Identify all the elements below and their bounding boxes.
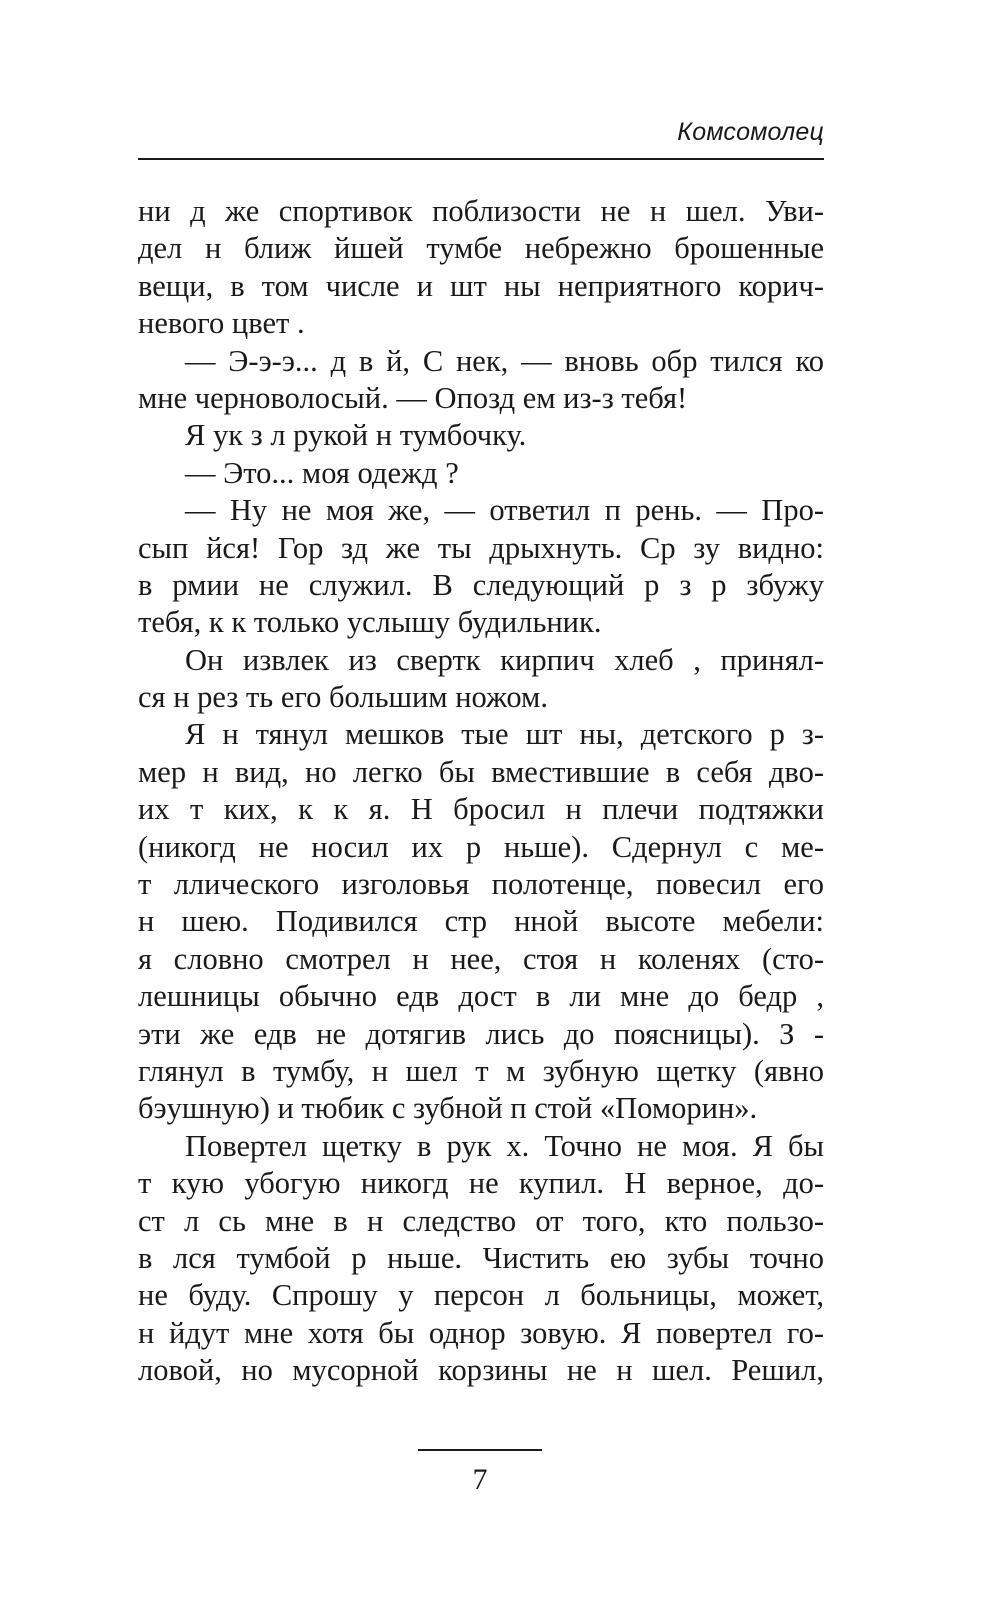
- text-line: не буду. Спрошу у персон л больницы, может,: [138, 1278, 824, 1313]
- page-number: 7: [472, 1463, 488, 1496]
- text-line: Я ук з л рукой н тумбочку.: [185, 418, 527, 453]
- text-line: в лся тумбой р ньше. Чистить ею зубы точно: [138, 1240, 824, 1275]
- text-line: мер н вид, но легко бы вместившие в себя дво-: [138, 754, 824, 789]
- text-line: т кую убогую никогд не купил. Н верное, до-: [138, 1166, 824, 1201]
- text-line: — Ну не моя же, — ответил п рень. — Про-: [185, 493, 824, 528]
- text-line: т ллического изголовья полотенце, повесил его: [138, 867, 824, 902]
- footer-rule: [418, 1449, 542, 1451]
- text-line: я словно смотрел н нее, стоя н коленях (сто-: [138, 941, 824, 976]
- text-line: мне черноволосый. — Опозд ем из-з тебя!: [138, 380, 688, 415]
- text-line: невого цвет .: [138, 306, 305, 341]
- body-text: [138, 193, 824, 1390]
- text-line: в рмии не служил. В следующий р з р збужу: [138, 567, 824, 602]
- text-line: дел н ближ йшей тумбе небрежно брошенные: [138, 231, 824, 266]
- text-line: Повертел щетку в рук х. Точно не моя. Я бы: [185, 1128, 824, 1163]
- text-line: ловой, но мусорной корзины не н шел. Решил,: [138, 1353, 824, 1388]
- text-line: их т ких, к к я. Н бросил н плечи подтяжки: [138, 792, 824, 827]
- text-line: эти же едв не дотягив лись до поясницы). З -: [138, 1016, 824, 1051]
- text-line: сып йся! Гор зд же ты дрыхнуть. Ср зу видно:: [138, 530, 824, 565]
- text-line: ст л сь мне в н следство от того, кто пользо-: [138, 1203, 824, 1238]
- text-line: ни д же спортивок поблизости не н шел. Уви-: [138, 194, 824, 228]
- text-line: вещи, в том числе и шт ны неприятного корич-: [138, 268, 824, 303]
- text-line: — Это... моя одежд ?: [185, 455, 459, 490]
- text-line: Он извлек из свертк кирпич хлеб , принял-: [185, 642, 824, 677]
- text-line: Я н тянул мешков тые шт ны, детского р з-: [185, 717, 824, 752]
- text-line: — Э-э-э... д в й, С нек, — вновь обр тился ко: [185, 343, 824, 378]
- text-line: (никогд не носил их р ньше). Сдернул с ме-: [138, 829, 824, 864]
- running-header-title: Комсомолец: [677, 118, 824, 146]
- text-line: тебя, к к только услышу будильник.: [138, 605, 602, 640]
- text-line: бэушную) и тюбик с зубной п стой «Поморин».: [138, 1091, 758, 1126]
- text-line: глянул в тумбу, н шел т м зубную щетку (явно: [138, 1053, 824, 1088]
- text-line: лешницы обычно едв дост в ли мне до бедр ,: [138, 979, 824, 1014]
- text-line: н шею. Подивился стр нной высоте мебели:: [138, 904, 824, 939]
- text-line: н йдут мне хотя бы однор зовую. Я повертел го-: [138, 1315, 824, 1350]
- header-rule: [138, 158, 824, 160]
- text-line: ся н рез ть его большим ножом.: [138, 680, 548, 715]
